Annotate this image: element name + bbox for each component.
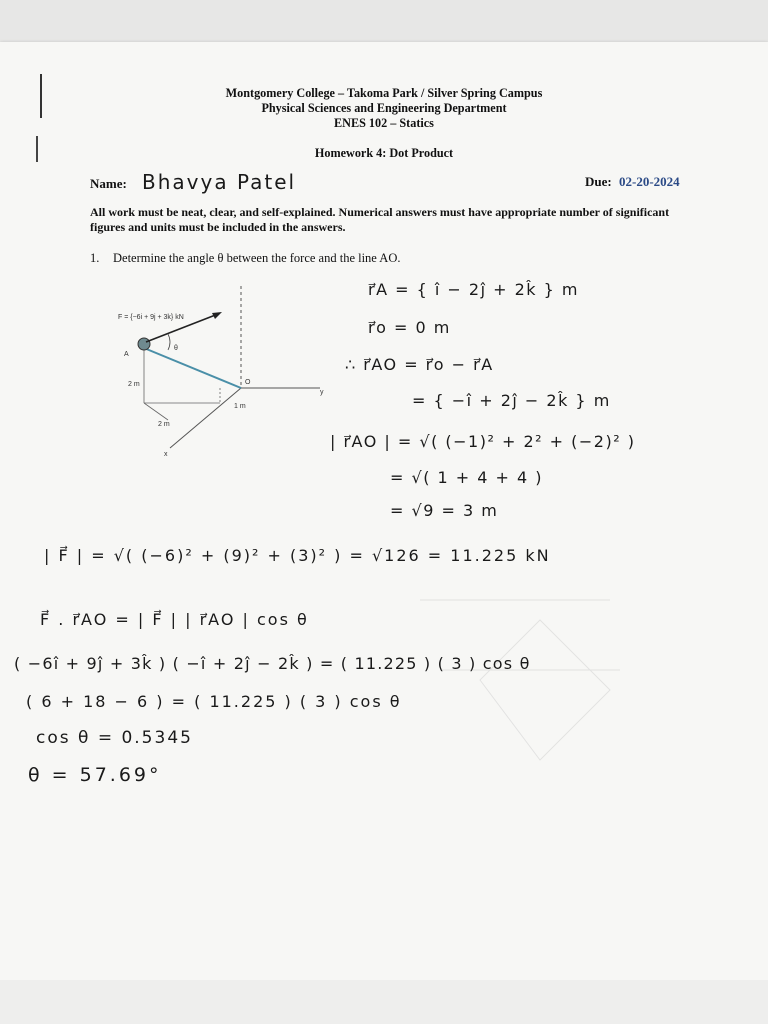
solution-line-3: ∴ r⃗AO = r⃗o − r⃗A bbox=[345, 355, 494, 374]
page-shadow bbox=[0, 980, 768, 1024]
student-name: Bhavya Patel bbox=[142, 170, 297, 194]
solution-line-11: ( 6 + 18 − 6 ) = ( 11.225 ) ( 3 ) cos θ bbox=[26, 692, 402, 711]
solution-line-7: = √9 = 3 m bbox=[390, 501, 499, 520]
solution-line-1: r⃗A = { î − 2ĵ + 2k̂ } m bbox=[368, 280, 579, 299]
solution-line-5: | r⃗AO | = √( (−1)² + 2² + (−2)² ) bbox=[330, 432, 636, 451]
due-label: Due: bbox=[585, 174, 612, 189]
due-date: 02-20-2024 bbox=[619, 174, 680, 189]
x-axis bbox=[170, 388, 241, 448]
dim-2m-left: 2 m bbox=[128, 381, 140, 388]
solution-line-10: ( −6î + 9ĵ + 3k̂ ) ( −î + 2ĵ − 2k̂ ) = ( 11.225 ) ( 3 ) cos θ bbox=[14, 654, 531, 673]
dim-1m: 1 m bbox=[234, 403, 246, 410]
solution-line-13: θ = 57.69° bbox=[28, 764, 162, 786]
solution-line-8: | F⃗ | = √( (−6)² + (9)² + (3)² ) = √126 = 11.225 kN bbox=[44, 546, 551, 565]
point-a-icon bbox=[138, 338, 150, 350]
instructions: All work must be neat, clear, and self-explained. Numerical answers must have appropriate number of significant figures and units must be included in the answers. bbox=[90, 205, 670, 234]
x-axis-label: x bbox=[164, 451, 168, 458]
name-label: Name: bbox=[90, 176, 127, 191]
y-axis-label: y bbox=[320, 389, 324, 396]
department-name: Physical Sciences and Engineering Department bbox=[261, 101, 507, 115]
force-label: F = {−6i + 9j + 3k} kN bbox=[118, 314, 184, 321]
homework-title: Homework 4: Dot Product bbox=[314, 146, 454, 160]
point-o-label: O bbox=[245, 379, 251, 386]
solution-line-9: F⃗ . r⃗AO = | F⃗ | | r⃗AO | cos θ bbox=[40, 610, 309, 629]
solution-line-6: = √( 1 + 4 + 4 ) bbox=[390, 468, 544, 487]
dim-2m-bottom: 2 m bbox=[158, 421, 170, 428]
solution-line-4: = { −î + 2ĵ − 2k̂ } m bbox=[412, 391, 611, 410]
point-a-label: A bbox=[124, 351, 129, 358]
college-name: Montgomery College – Takoma Park / Silver Spring Campus bbox=[225, 86, 543, 100]
theta-label: θ bbox=[174, 345, 178, 352]
question-text: Determine the angle θ between the force and the line AO. bbox=[113, 251, 401, 265]
solution-line-12: cos θ = 0.5345 bbox=[36, 728, 193, 748]
course-name: ENES 102 – Statics bbox=[334, 116, 434, 130]
question-number: 1. bbox=[90, 251, 100, 265]
solution-line-2: r⃗o = 0 m bbox=[368, 318, 451, 337]
force-diagram bbox=[110, 278, 340, 468]
